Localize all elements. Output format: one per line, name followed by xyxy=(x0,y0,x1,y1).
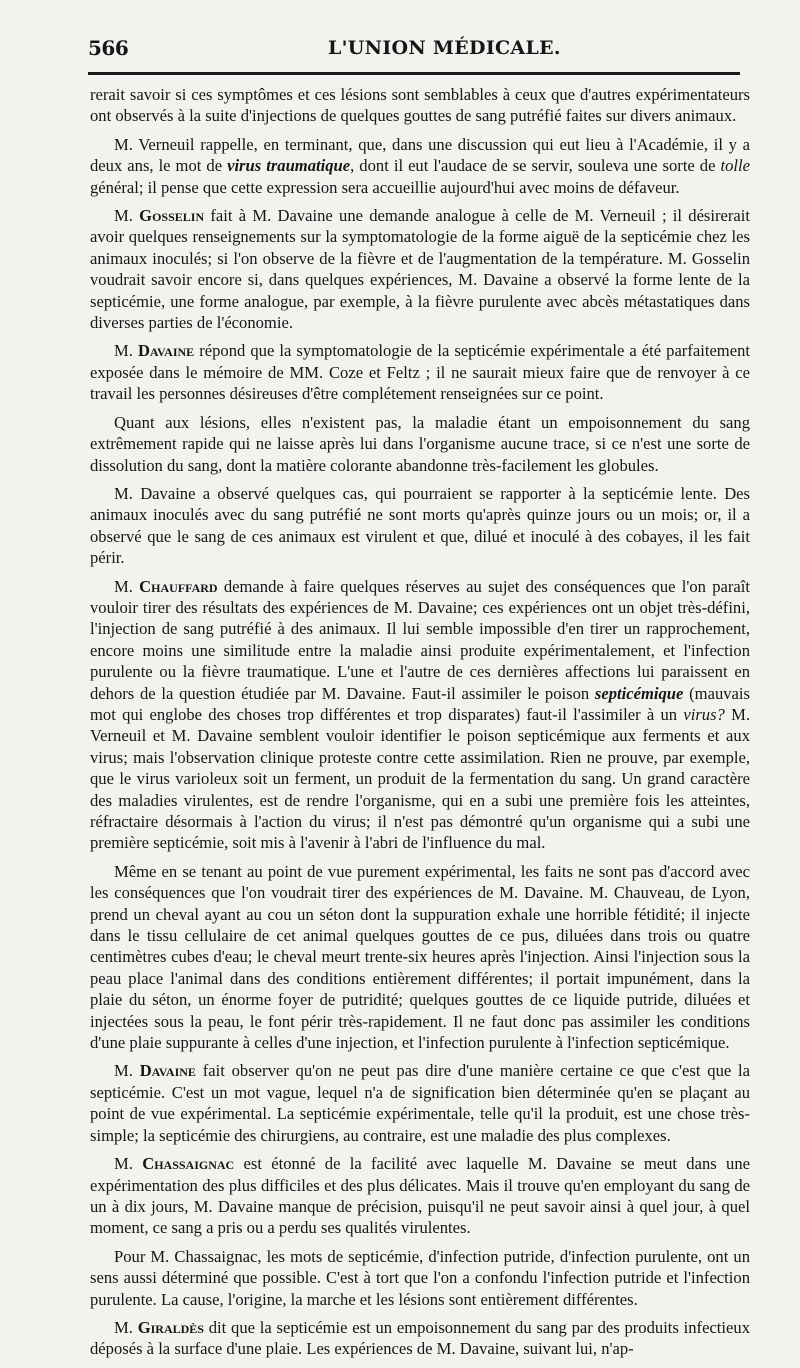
paragraph-chassaignac-2 xyxy=(90,1246,750,1310)
speaker-name: Chassaignac xyxy=(142,1154,235,1174)
emphasis-text: septicémique xyxy=(594,683,684,703)
page-number: 566 xyxy=(88,36,129,60)
paragraph-text: , dont il eut l'audace de se servir, souleva une sorte de xyxy=(350,156,721,176)
speaker-name: Giraldès xyxy=(137,1317,204,1337)
paragraph-text: Pour M. Chassaignac, les mots de septicémie, d'infection putride, d'infection purulente, ont un sens aussi déterminé que possible. C'est à tort que l'on a confondu l'infection putride et l'infection purulente. La cause, l'origine, la marche et les lésions sont entièrement différentes. xyxy=(90,1246,750,1309)
speaker-prefix: M. xyxy=(114,1061,133,1081)
running-title: L'UNION MÉDICALE. xyxy=(328,37,561,59)
paragraph-text: (mauvais mot qui englobe des choses trop différentes et trop disparates) faut-il l'assimiler à un xyxy=(90,683,750,724)
header-rule xyxy=(88,72,740,75)
speaker-name: M. Verneuil xyxy=(114,134,195,154)
paragraph-text: Même en se tenant au point de vue purement expérimental, les faits ne sont pas d'accord avec les conséquences que l'on voudrait tirer des expériences de M. Davaine. M. Chauveau, de Lyon, prend un cheval ayant au cou un séton dont la suppuration exhale une horrible fétidité; il injecte dans le tissu cellulaire de cet animal quelques gouttes de ce pus, diluées dans trois ou quatre centimètres cubes d'eau; le cheval meurt trente-six heures après l'injection. Ainsi l'injection sous la peau place l'animal dans des conditions entièrement différentes; il portait impunément, dans la plaie du séton, un énorme foyer de putridité; quelques gouttes de ce liquide putride, diluées et injectées sous la peau, le font périr très-rapidement. Il ne faut donc pas assimiler les conditions d'une plaie suppurante à celles d'une injection, et l'infection purulente à l'infection septicémique. xyxy=(90,861,750,1053)
paragraph-text: général; il pense que cette expression sera accueillie aujourd'hui avec moins de défaveur. xyxy=(90,177,680,197)
article-body xyxy=(90,84,750,1367)
speaker-prefix: M. xyxy=(114,576,133,596)
paragraph-text: demande à faire quelques réserves au sujet des conséquences que l'on paraît vouloir tirer des résultats des expériences de M. Davaine; ces expériences ont un objet très-défini, l'injection de sang putréfié à des animaux. Il lui semble impossible d'en tirer un rapprochement, encore moins une similitude entre la maladie ainsi produite expérimentalement, et l'infection purulente ou la fièvre traumatique. L'une et l'autre de ces dernières affections lui paraissent en dehors de la question étudiée par M. Davaine. Faut-il assimiler le poison xyxy=(90,576,750,703)
page-header xyxy=(88,36,740,76)
paragraph-chauffard xyxy=(90,576,750,854)
speaker-prefix: M. xyxy=(114,206,133,226)
paragraph-text: M. Davaine a observé quelques cas, qui pourraient se rapporter à la septicémie lente. Des animaux inoculés avec du sang putréfié ne sont morts qu'après quinze jours ou un mois; or, il a observé que le sang de ces animaux est virulent et que, dilué et inoculé à des cobayes, il les fait périr. xyxy=(90,483,750,568)
paragraph-text: rappelle, en terminant, que, dans une discussion qui eut lieu à l'Académie, il y a deux ans, le mot de xyxy=(90,134,751,176)
speaker-prefix: M. xyxy=(114,1317,133,1337)
emphasis-text: virus? xyxy=(683,704,725,724)
speaker-prefix: M. xyxy=(114,341,133,361)
paragraph-chauveau xyxy=(90,861,750,1054)
emphasis-text: virus traumatique xyxy=(227,156,351,176)
paragraph-text: rerait savoir si ces symptômes et ces lésions sont semblables à ceux que d'autres expérimentateurs ont observés à la suite d'injections de quelques gouttes de sang putréfié faites sur divers animaux. xyxy=(90,85,750,126)
paragraph-septicemie-lente xyxy=(90,483,750,569)
paragraph-text: est étonné de la facilité avec laquelle M. Davaine se meut dans une expérimentation des plus difficiles et des plus délicates. Mais il trouve qu'en employant du sang de un à dix jours, M. Davaine manque de précision, puisqu'il ne peut savoir ainsi à quel jour, à quel moment, ce sang a pris ou a perdu ses qualités virulentes. xyxy=(90,1154,750,1238)
paragraph-verneuil xyxy=(90,134,750,198)
paragraph-text: fait à M. Davaine une demande analogue à celle de M. Verneuil ; il désirerait avoir quelques renseignements sur la symptomatologie de la forme aiguë de la septicémie chez les animaux inoculés; si l'on observe de la fièvre et de l'augmentation de la température. M. Gosselin voudrait savoir encore si, dans quelques expériences, M. Davaine a observé la forme lente de la septicémie, une forme analogue, par exemple, à la fièvre purulente avec abcès métastatiques dans diverses parties de l'économie. xyxy=(90,206,751,333)
paragraph-text: Quant aux lésions, elles n'existent pas, la maladie étant un empoisonnement du sang extrêmement rapide qui ne laisse après lui dans l'organisme aucune trace, si ce n'est une sorte de dissolution du sang, dont la matière colorante abandonne très-facilement les globules. xyxy=(90,412,750,475)
paragraph-lesions xyxy=(90,412,750,476)
paragraph-text: dit que la septicémie est un empoisonnement du sang par des produits infectieux déposés à la surface d'une plaie. Les expériences de M. Davaine, suivant lui, n'ap- xyxy=(90,1317,750,1359)
emphasis-text: tolle xyxy=(720,156,750,176)
paragraph-text: M. Verneuil et M. Davaine semblent vouloir identifier le poison septicémique aux ferments et aux virus; mais l'observation clinique proteste contre cette assimilation. Rien ne prouve, par exemple, que le virus varioleux soit un ferment, un produit de la fermentation du sang. Un grand caractère des maladies virulentes, est de rendre l'organisme, qui en a subi une première fois les atteintes, réfractaire désormais à l'action du virus; il n'est pas démontré qu'un organisme qui a subi une première septicémie, soit mis à l'avenir à l'abri de l'influence du mal. xyxy=(90,704,750,853)
paragraph-gosselin xyxy=(90,205,750,333)
speaker-name: Davaine xyxy=(139,1061,196,1081)
speaker-name: Gosselin xyxy=(139,206,205,226)
paragraph-davaine-reply xyxy=(90,340,750,404)
paragraph-text: fait observer qu'on ne peut pas dire d'une manière certaine ce que c'est que la septicémie. C'est un mot vague, lequel n'a de signification bien déterminée qu'en se plaçant au point de vue expérimental. La septicémie expérimentale, telle qu'il la produit, est une chose très-simple; la septicémie des chirurgiens, au contraire, est une maladie des plus complexes. xyxy=(90,1061,750,1145)
paragraph-davaine-observe xyxy=(90,1060,750,1146)
speaker-name: Chauffard xyxy=(139,576,218,596)
paragraph-chassaignac xyxy=(90,1153,750,1239)
paragraph-text: répond que la symptomatologie de la septicémie expérimentale a été parfaitement exposée dans le mémoire de MM. Coze et Feltz ; il ne saurait mieux faire que de renvoyer à ce travail les personnes désireuses d'être complétement renseignées sur ce point. xyxy=(90,341,750,404)
speaker-name: Davaine xyxy=(137,341,195,361)
speaker-prefix: M. xyxy=(114,1154,133,1174)
paragraph-giraldes xyxy=(90,1317,750,1360)
paragraph-continuation xyxy=(90,84,750,127)
